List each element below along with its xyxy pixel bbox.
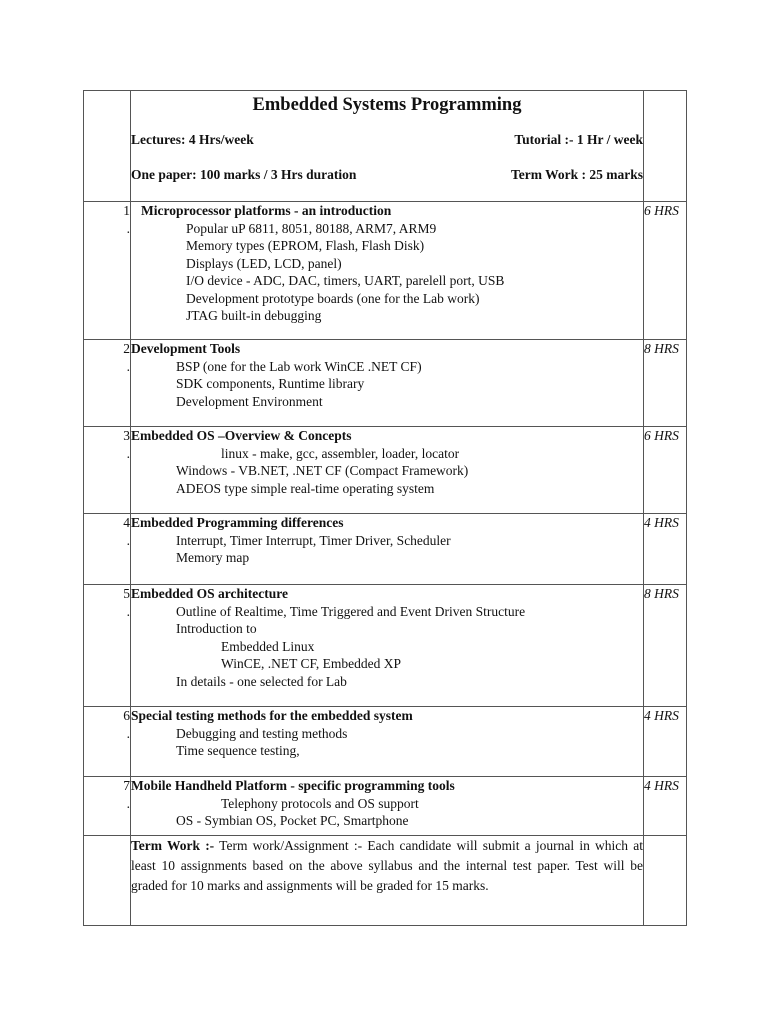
syllabus-table (83, 90, 687, 926)
module-topic: Time sequence testing, (176, 743, 300, 758)
module-content-cell (131, 707, 644, 777)
module-topic: Memory map (176, 550, 250, 565)
module-topic: SDK components, Runtime library (176, 376, 365, 391)
module-number-cell (84, 427, 131, 514)
module-topic: linux - make, gcc, assembler, loader, locator (221, 445, 460, 461)
module-number: 6 (123, 708, 130, 723)
module-number-dot: . (126, 795, 130, 811)
term-work-text: Term work/Assignment :- Each candidate will submit a journal in which at least 10 assignments based on the above syllabus and the internal test paper. Test will be graded for 10 marks and assignments will be graded for 15 marks. (131, 838, 643, 893)
module-row (84, 707, 687, 777)
module-topic: I/O device - ADC, DAC, timers, UART, parelell port, USB (186, 273, 505, 288)
header-hours-cell (644, 91, 687, 202)
term-work-row (84, 836, 687, 926)
module-topic: Interrupt, Timer Interrupt, Timer Driver, Scheduler (176, 532, 451, 548)
module-topic: Memory types (EPROM, Flash, Flash Disk) (186, 238, 425, 253)
module-title: Embedded Programming differences (131, 515, 344, 530)
term-work-hours-cell (644, 836, 687, 926)
module-number-dot: . (126, 725, 130, 741)
module-number-dot: . (126, 603, 130, 619)
module-content-cell (131, 514, 644, 585)
module-number-dot: . (126, 445, 130, 461)
module-topic: BSP (one for the Lab work WinCE .NET CF) (176, 358, 422, 374)
paper-text: One paper: 100 marks / 3 Hrs duration (131, 166, 357, 182)
module-topic: JTAG built-in debugging (186, 308, 322, 323)
lectures-text: Lectures: 4 Hrs/week (131, 132, 254, 147)
module-number-cell (84, 777, 131, 836)
module-row (84, 202, 687, 340)
module-title: Mobile Handheld Platform - specific programming tools (131, 778, 455, 793)
meta-row-marks (131, 166, 643, 194)
module-number: 4 (123, 515, 130, 530)
module-title: Embedded OS –Overview & Concepts (131, 428, 352, 443)
course-title: Embedded Systems Programming (252, 95, 522, 115)
module-number-cell (84, 707, 131, 777)
module-number-cell (84, 340, 131, 427)
module-topic: Outline of Realtime, Time Triggered and Event Driven Structure (176, 603, 526, 619)
module-number-dot: . (126, 220, 130, 236)
module-row (84, 514, 687, 585)
module-content-cell (131, 777, 644, 836)
module-hours: 6 HRS (644, 202, 687, 340)
module-topic: Windows - VB.NET, .NET CF (Compact Framework) (176, 463, 469, 478)
module-content-cell (131, 427, 644, 514)
module-hours: 4 HRS (644, 777, 687, 836)
module-topic: Displays (LED, LCD, panel) (186, 255, 342, 271)
module-title: Development Tools (131, 341, 241, 356)
module-number: 1 (123, 203, 130, 218)
module-title: Special testing methods for the embedded system (131, 708, 413, 723)
module-number: 2 (123, 341, 130, 356)
module-number: 5 (123, 586, 130, 601)
module-hours: 4 HRS (644, 707, 687, 777)
module-content-cell (131, 585, 644, 707)
module-title: Embedded OS architecture (131, 586, 288, 601)
module-number: 7 (123, 778, 130, 793)
module-number-cell (84, 202, 131, 340)
tutorial-text: Tutorial :- 1 Hr / week (514, 132, 643, 147)
module-number: 3 (123, 428, 130, 443)
module-number-cell (84, 514, 131, 585)
term-work-number-cell (84, 836, 131, 926)
module-topic: In details - one selected for Lab (176, 673, 347, 689)
module-row (84, 585, 687, 707)
module-topic: Development prototype boards (one for the Lab work) (186, 290, 480, 306)
module-subtopic: Embedded Linux (221, 638, 315, 654)
module-hours: 8 HRS (644, 585, 687, 707)
module-topic: Debugging and testing methods (176, 725, 348, 741)
module-hours: 8 HRS (644, 340, 687, 427)
term-work-label: Term Work :- (131, 838, 215, 853)
module-hours: 6 HRS (644, 427, 687, 514)
header-cell (131, 91, 644, 202)
module-topic: Popular uP 6811, 8051, 80188, ARM7, ARM9 (186, 220, 437, 236)
header-number-cell (84, 91, 131, 202)
module-topic: Development Environment (176, 393, 323, 409)
module-topic: Telephony protocols and OS support (221, 795, 419, 811)
meta-row-hours (131, 131, 643, 149)
module-topic: OS - Symbian OS, Pocket PC, Smartphone (176, 813, 409, 828)
module-number-dot: . (126, 532, 130, 548)
module-number-dot: . (126, 358, 130, 374)
module-subtopic: WinCE, .NET CF, Embedded XP (221, 656, 401, 671)
module-row (84, 777, 687, 836)
module-topic: ADEOS type simple real-time operating system (176, 480, 435, 496)
term-work-marks-text: Term Work : 25 marks (510, 166, 643, 182)
module-title: Microprocessor platforms - an introduction (141, 203, 392, 218)
module-row (84, 340, 687, 427)
module-content-cell (131, 340, 644, 427)
module-topic: Introduction to (176, 621, 257, 636)
term-work-cell (131, 836, 644, 926)
module-number-cell (84, 585, 131, 707)
module-hours: 4 HRS (644, 514, 687, 585)
module-content-cell (131, 202, 644, 340)
header-row (84, 91, 687, 202)
module-row (84, 427, 687, 514)
